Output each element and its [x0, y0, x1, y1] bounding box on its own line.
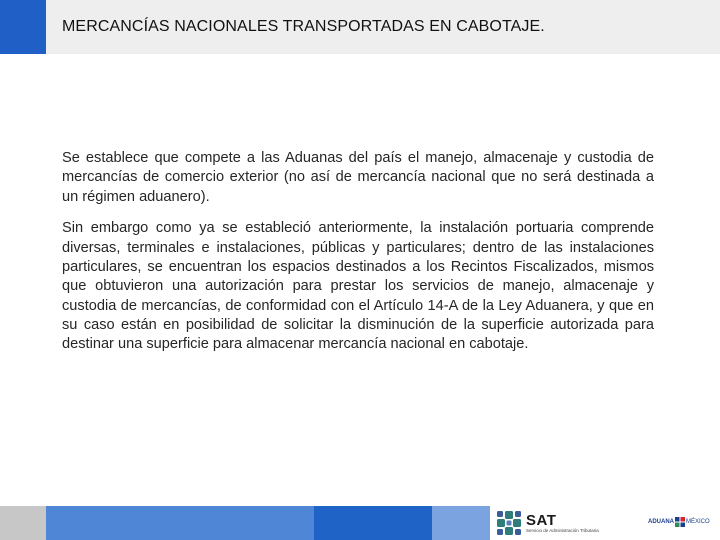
sat-logo-subtitle: Servicio de Administración Tributaria	[526, 527, 599, 533]
sat-logo-word: SAT	[526, 511, 557, 529]
footer-bar-dark-blue-segment	[314, 506, 432, 540]
sat-logo-icon	[496, 510, 522, 536]
slide-body	[62, 149, 654, 367]
aduana-logo-icon	[675, 517, 685, 527]
aduana-logo-word: ADUANA	[648, 519, 674, 525]
aduana-logo	[648, 517, 710, 527]
sat-logo	[496, 509, 599, 537]
slide-title: MERCANCÍAS NACIONALES TRANSPORTADAS EN CABOTAJE.	[62, 18, 545, 35]
paragraph-1: Se establece que compete a las Aduanas del país el manejo, almacenaje y custodia de mercancías de comercio exterior (no así de mercancía nacional que no será destinada a un régimen aduanero).	[62, 150, 654, 205]
footer-bar-mid-blue-segment	[46, 506, 314, 540]
paragraph-2: Sin embargo como ya se estableció anteriormente, la instalación portuaria comprende diversas, terminales e instalaciones, públicas y particulares; dentro de las instalaciones particulares, se encuentran los espacios destinados a los Recintos Fiscalizados, mismos que obtuvieron una autorización para prestar los servicios de manejo, almacenaje y custodia de mercancías, de conformidad con el Artículo 14-A de la Ley Aduanera, y que en su caso están en posibilidad de solicitar la disminución de la superficie autorizada para destinar una superficie para almacenar mercancía nacional en cabotaje.	[62, 220, 654, 353]
header-accent-block	[0, 0, 46, 54]
footer-bar	[0, 506, 720, 540]
footer-bar-light-blue-segment	[432, 506, 490, 540]
footer-bar-gray-segment	[0, 506, 46, 540]
aduana-logo-country: MÉXICO	[686, 519, 710, 525]
